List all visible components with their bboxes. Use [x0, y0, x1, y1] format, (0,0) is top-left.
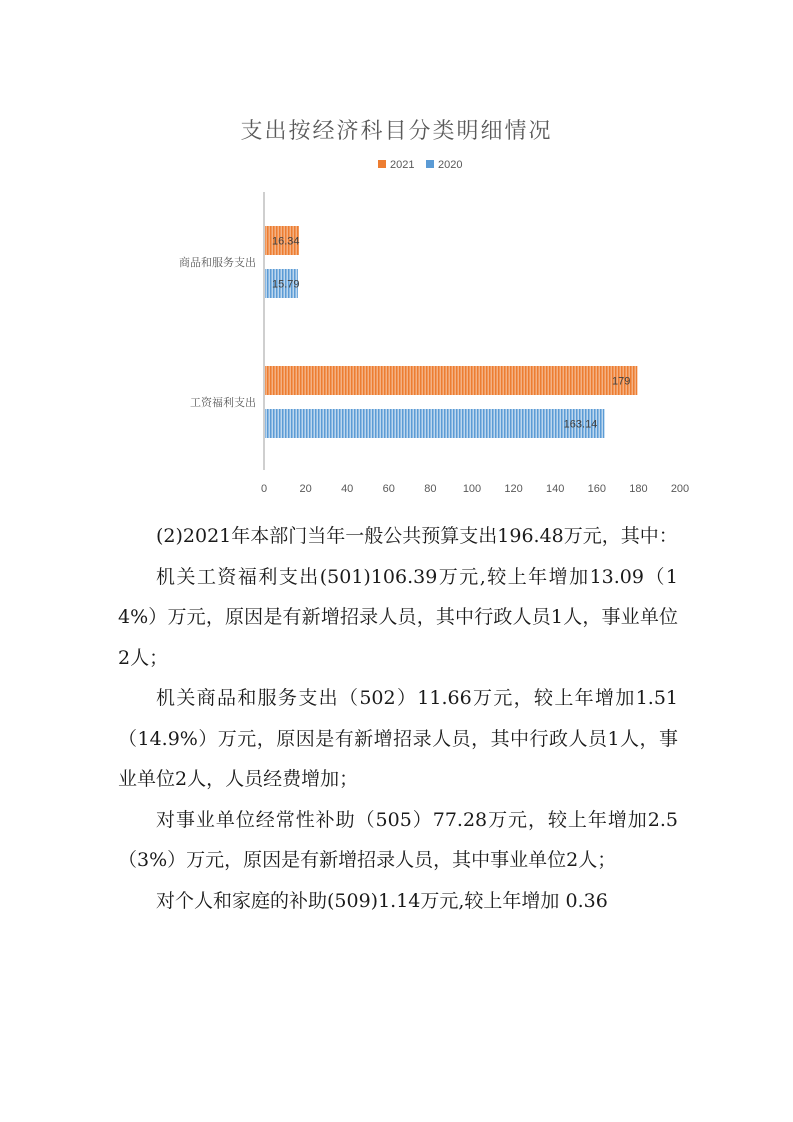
x-tick-label: 160 — [587, 483, 606, 495]
paragraph: 对个人和家庭的补助(509)1.14万元,较上年增加 0.36 — [156, 889, 608, 912]
data-label: 15.79 — [272, 278, 300, 291]
chart-canvas — [0, 100, 793, 510]
expenditure-chart — [0, 100, 793, 510]
data-label: 16.34 — [272, 235, 300, 248]
legend-label: 2021 — [390, 159, 415, 171]
x-tick-label: 40 — [341, 483, 354, 495]
x-tick-label: 100 — [462, 483, 482, 495]
paragraph: 对事业单位经常性补助（505）77.28万元，较上年增加2.5（3%）万元，原因是有新增招录人员，其中事业单位2人； — [118, 808, 678, 871]
chart-bars — [265, 226, 637, 438]
legend-label: 2020 — [438, 159, 463, 171]
data-label: 163.14 — [563, 418, 598, 431]
legend-swatch — [426, 160, 434, 168]
category-label: 工资福利支出 — [190, 397, 256, 409]
x-tick-label: 0 — [260, 483, 268, 495]
chart-axis — [179, 192, 689, 495]
paragraph: (2)2021年本部门当年一般公共预算支出196.48万元，其中： — [156, 525, 678, 547]
x-tick-label: 180 — [629, 483, 648, 495]
bar — [265, 366, 637, 395]
category-label: 商品和服务支出 — [179, 257, 256, 269]
paragraph: 机关工资福利支出(501)106.39万元,较上年增加13.09（14%）万元，原因是有新增招录人员，其中行政人员1人，事业单位2人； — [118, 565, 678, 669]
x-tick-label: 20 — [299, 483, 312, 495]
x-tick-label: 140 — [546, 483, 565, 495]
paragraph: 机关商品和服务支出（502）11.66万元，较上年增加1.51（14.9%）万元，原因是有新增招录人员，其中行政人员1人，事业单位2人，人员经费增加； — [118, 687, 678, 790]
data-label: 179 — [611, 375, 631, 388]
body-text — [118, 516, 678, 921]
bar — [265, 409, 604, 438]
x-tick-label: 80 — [424, 483, 437, 495]
chart-title: 支出按经济科目分类明细情况 — [240, 119, 553, 144]
legend-swatch — [378, 160, 386, 168]
x-tick-label: 120 — [504, 483, 523, 495]
chart-legend — [378, 159, 462, 171]
x-tick-label: 200 — [670, 483, 690, 495]
x-tick-label: 60 — [382, 483, 395, 495]
